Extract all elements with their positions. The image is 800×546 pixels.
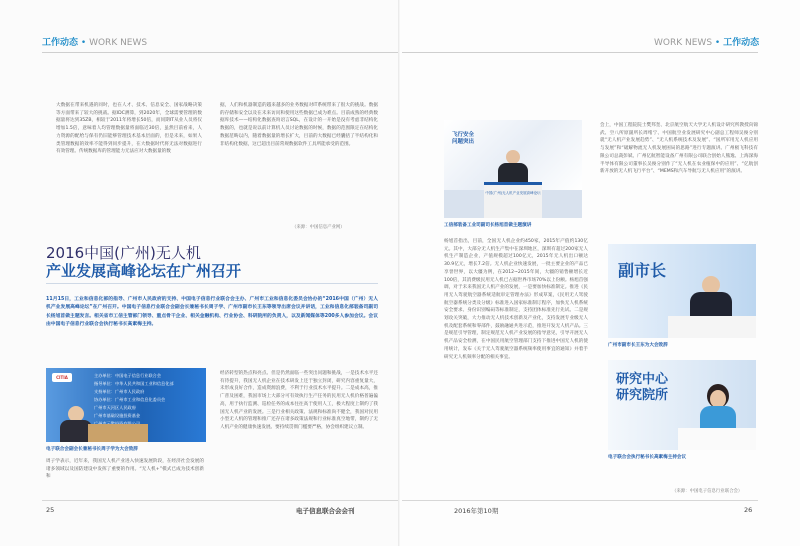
- banner-line: 协办单位：广州市工业和信息化委员会: [94, 397, 166, 402]
- screen-line: 问题突出: [452, 139, 475, 145]
- section-title-cn: 工作动态: [723, 38, 760, 48]
- issue-label: 2016年第10期: [454, 507, 499, 515]
- photo2-screen-text: [452, 132, 488, 146]
- photo1-caption: 电子联合会副会长兼秘书长周子学为大会致辞: [46, 447, 138, 452]
- section-title-en: WORK NEWS: [89, 38, 148, 48]
- article-source: （来源：中国电子信息行业联合会）: [672, 489, 743, 494]
- photo-speaker-zhou: [46, 368, 206, 442]
- photo-speaker-wang: [608, 244, 756, 338]
- photo4-screen-text: [616, 372, 668, 404]
- photo3-caption: 广州市副市长王东为大会致辞: [608, 343, 668, 348]
- article-text-col2: 据，人们和机器制造的越来越多的业务数据对IT系统带来了很大的挑战。数据的存储和安全以及在未来访问和使用这些数据已成为难点。目前成熟的经典数据库技术——结构化数据查询语言SQL，在设计的一开始是没有考虑非结构化数据的，也就是说以前计算机人员讨论数据的时候，数据的范围限定在结构化数据范畴以内，随着数据量的增长扩大，目前的大数据已经囊括了半结构化和非结构化数据，这已超出目前常规数据软件工具所能承受的范围。: [220, 103, 378, 147]
- page-number-right: 26: [744, 506, 753, 514]
- header-bullet: •: [714, 38, 721, 48]
- screen-line: 飞行安全: [452, 132, 475, 138]
- banner-line: 广州市基础设施投资基金: [94, 413, 141, 418]
- citia-logo: CITIA: [52, 373, 72, 382]
- article-text-col1: 大数据在带来机遇的同时，也在人才、技术、信息安全、国家战略决策等方面带来了较大的挑战。据IDC测算，到2020年，全球需要管理的数据量将达到35ZB，相较于2011年将增长50倍，而同期IT从业人员将仅增加1.5倍，意味着人均管理数据量将面临近30倍，虽然目前看来，人力资源的配给与保有仍旧能够管理技术基本层面的，但是未来，如果人类管理数据的效率不能得到同步提升，在大数据时代将无法对数据进行有效管理。传统数据库的管理能力无法应对大数据量的数: [56, 103, 202, 155]
- screen-line: 研究中心: [616, 372, 669, 387]
- section-title-cn: 工作动态: [42, 38, 79, 48]
- banner-line: 指导单位：中华人民共和国工业和信息化部: [94, 381, 174, 386]
- photo-host-gao: [608, 360, 756, 450]
- header-rule: [402, 52, 758, 53]
- article-text-col6: 会上，中国工程院院士樊邦奎、北京航空航天大学无人机设计研究所教授向锦武、空八所原副所长周绪宁、中国航空业发展研究中心副总工程师吴俊分别就“无人机产业发展趋势”、“无人机系统技术及发展”、“国所军用无人机应用与发展”和“破解物流无人机发展困局的思路”进行专题演讲。广州极飞科技有限公司总裁彭斌、广州亿航智能设备广州有限公司联合创始人熊逸、上海深海半导体有限公司董事长吴俊分别作了“无人机在农业植保中的应用”、“亿航创新开放的无人机飞行平台”、“MEMS和汽车导航与无人机应用”的演讲。: [600, 123, 758, 175]
- article-text-col4: 经济转型的热点和亮点。但是仍然面临一些突出问题和挑战，一是技术水平还有待提升，我国无人机企业在技术研发上还于独立封闭，研究内容重复量大，未形成良好合作，造成资源浪费，不利于行业技术水平提升。二是成本高，推广普及困难，我国市场上大部分可有效执行生产任务的民用无人机价格普遍偏高，用于执行监测、巡检任务的成本往往高于使用人工，极大程度上制约了我国无人机产业的发展。三是行业相关政策、法规和标准尚不健全，我国对民用小型无人机的管理和推广还存在诸多政策法规和行业标准真空地带，制约了无人机产业的健康快速发展。要持续贯彻门槛要严格，协会组织建议立制。: [220, 371, 378, 430]
- banner-line: 主办单位：中国电子信息行业联合会: [94, 373, 162, 378]
- podium: [484, 182, 542, 218]
- screen-line: 研究院所: [616, 388, 669, 403]
- section-title-en: WORK NEWS: [654, 38, 713, 48]
- article-source: （来源：中国信息产业网）: [292, 225, 345, 230]
- photo2-caption: 工信部装备工业司副司长杨旭首做主题演讲: [444, 223, 532, 228]
- page-number-left: 25: [46, 506, 55, 514]
- right-page: [400, 0, 800, 546]
- article-title-line2: 产业发展高峰论坛在广州召开: [46, 262, 242, 280]
- podium: [88, 424, 148, 442]
- photo4-caption: 电子联合会执行秘书长高素梅主持会议: [608, 455, 687, 460]
- podium: [668, 316, 756, 338]
- right-page-header: [654, 38, 759, 49]
- podium: [678, 428, 756, 450]
- banner-line: 支持单位：广州市人民政府: [94, 389, 145, 394]
- article-title-line1: 2016中国(广州)无人机: [46, 244, 201, 262]
- banner-line: 广州市天河区人民政府: [94, 405, 136, 410]
- article-text-col5: 杨旭首指出，目前，全国无人机企业约450家，2015年产值约130亿元。其中，大部分无人机生产集中在深圳地区，深圳有超过200家无人机生产制造企业，产值规模超过100亿元，2015年无人机出口额达30.9亿元，增长7.2倍。无人机企业快速发展，一批主要企业的产品已享誉世界，以大疆为例，在2012~2015年间，大疆的销售额增长近100倍，其消费级民用无人机已占据世界市场70%以上份额。杨旭首强调，对于未来我国无人机产业的发展，一是要加快标准制定。推进《民用无人驾驶航空器系统适航审定管理办法》形成草案，《民用无人驾驶航空器系统分类及分级》标准进入国家标准制订程序，加快无人机系统安全要求、身份识别编码等标准制定，支持团体标准先行先试。二是规划攻关突破，大力推动无人机技术创新及产业化，支持发展专业级无人机及配套系统和零部件，鼓励融通共进示范，推进开发无人机产品。三是规范引导管理，制定规范无人机产业发展的指导意见，引导开展无人机产品安全检测，在中国民用航空管理部门支持下推进中国无人机的使用统计，发布《关于无人驾驶航空器系统频率使用事宜的通知》并着手研究无人机频率分配的相关事宜。: [444, 239, 588, 360]
- podium-banner: 中国(广州)无人机产业发展高峰论坛: [485, 191, 541, 195]
- footer-rule: [402, 500, 758, 501]
- header-bullet: •: [80, 38, 87, 48]
- speaker-head: [506, 150, 520, 164]
- photo1-banner: [94, 372, 206, 428]
- left-page-header: [42, 38, 147, 49]
- publication-name: 电子信息联合会会刊: [296, 507, 355, 515]
- title-rule: [46, 283, 378, 284]
- article-lead: 11月15日，工业和信息化部的指导、广州市人民政府的支持、中国电子信息行业联合会主办、广州市工业和信息化委员会协办的“2016中国（广州）无人机产业发展高峰论坛”在广州召开。中国电子信息行业联合会副会长兼秘书长周子学、广州市副市长王东等领导出席会议并讲话，工业和信息化部装备司副司长杨旭首做主题发言。相关省市工信主管部门领导、重点骨干企业、相关金融机构、行业协会、科研院所的负责人，以及新闻媒体等200多人参加会议。会议由中国电子信息行业联合会执行秘书长高素梅主持。: [46, 297, 378, 328]
- header-rule: [42, 52, 398, 53]
- photo3-screen-text: 副市长: [618, 261, 667, 280]
- footer-rule: [42, 500, 398, 501]
- article-text-col3: 周子学表示，近年来，我国无人机产业进入快速发展阶段，在经济社会发展的诸多领域以及国防建设中发挥了重要的作用。“无人机+”模式已成为技术创新和: [46, 459, 204, 480]
- photo-speaker-yang: [444, 120, 582, 218]
